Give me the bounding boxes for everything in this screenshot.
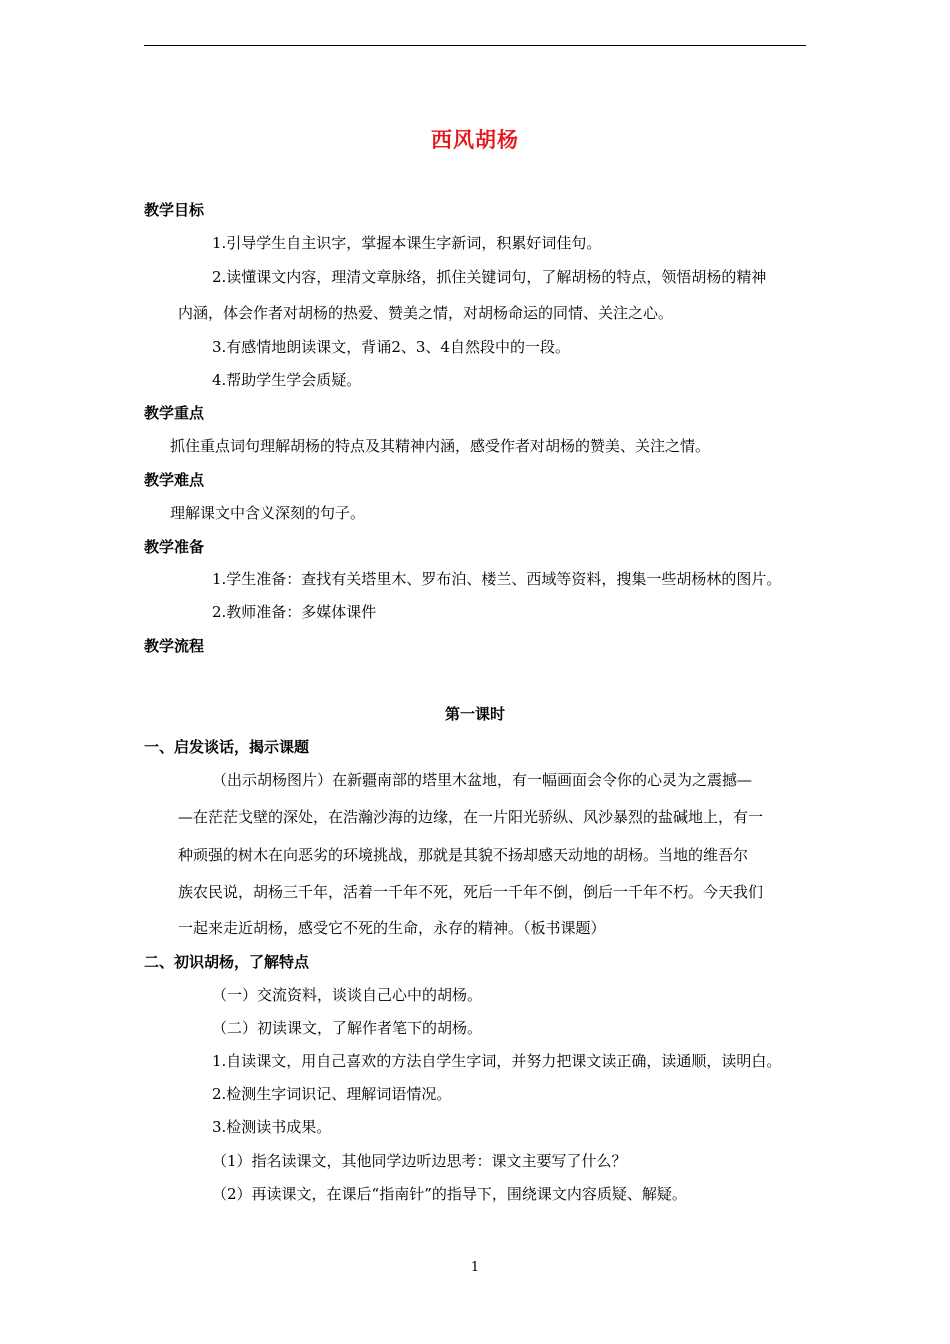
header-rule: [144, 45, 806, 46]
objective-item: 1.引导学生自主识字，掌握本课生字新词，积累好词佳句。: [212, 234, 602, 252]
objective-item: 内涵，体会作者对胡杨的热爱、赞美之情，对胡杨命运的同情、关注之心。: [178, 304, 674, 322]
section1-line: 一起来走近胡杨，感受它不死的生命，永存的精神。（板书课题）: [178, 919, 606, 937]
heading-objectives: 教学目标: [144, 201, 205, 219]
difficulties-text: 理解课文中含义深刻的句子。: [170, 504, 366, 522]
section2-line: （1）指名读课文，其他同学边听边思考：课文主要写了什么？: [212, 1152, 627, 1170]
objective-item: 3.有感情地朗读课文，背诵2、3、4自然段中的一段。: [212, 338, 570, 356]
section2-line: 2.检测生字词识记、理解词语情况。: [212, 1085, 452, 1103]
section2-line: （二）初读课文，了解作者笔下的胡杨。: [212, 1019, 483, 1037]
key-points-text: 抓住重点词句理解胡杨的特点及其精神内涵，感受作者对胡杨的赞美、关注之情。: [170, 437, 711, 455]
heading-process: 教学流程: [144, 637, 205, 655]
section2-line: （2）再读课文，在课后“指南针”的指导下，围绕课文内容质疑、解疑。: [212, 1185, 687, 1203]
objective-item: 4.帮助学生学会质疑。: [212, 371, 362, 389]
preparation-item: 2.教师准备：多媒体课件: [212, 603, 377, 621]
section1-heading: 一、启发谈话，揭示课题: [144, 738, 310, 756]
section1-line: —在茫茫戈壁的深处，在浩瀚沙海的边缘，在一片阳光骄纵、风沙暴烈的盐碱地上，有一: [178, 808, 764, 826]
section2-line: （一）交流资料，谈谈自己心中的胡杨。: [212, 986, 483, 1004]
lesson-heading: 第一课时: [444, 705, 505, 723]
section1-line: 种顽强的树木在向恶劣的环境挑战，那就是其貌不扬却感天动地的胡杨。当地的维吾尔: [178, 846, 749, 864]
section2-line: 3.检测读书成果。: [212, 1118, 332, 1136]
section2-line: 1.自读课文，用自己喜欢的方法自学生字词，并努力把课文读正确，读通顺，读明白。: [212, 1052, 782, 1070]
objective-item: 2.读懂课文内容，理清文章脉络，抓住关键词句，了解胡杨的特点，领悟胡杨的精神: [212, 268, 767, 286]
preparation-item: 1.学生准备：查找有关塔里木、罗布泊、楼兰、西域等资料，搜集一些胡杨林的图片。: [212, 570, 782, 588]
section1-line: （出示胡杨图片）在新疆南部的塔里木盆地，有一幅画面会令你的心灵为之震撼—: [212, 771, 753, 789]
heading-difficulties: 教学难点: [144, 471, 205, 489]
section1-line: 族农民说，胡杨三千年，活着一千年不死，死后一千年不倒，倒后一千年不朽。今天我们: [178, 883, 764, 901]
heading-key-points: 教学重点: [144, 404, 205, 422]
page-number: 1: [470, 1260, 480, 1275]
document-title: 西风胡杨: [431, 128, 519, 152]
heading-preparation: 教学准备: [144, 538, 205, 556]
section2-heading: 二、初识胡杨，了解特点: [144, 953, 310, 971]
